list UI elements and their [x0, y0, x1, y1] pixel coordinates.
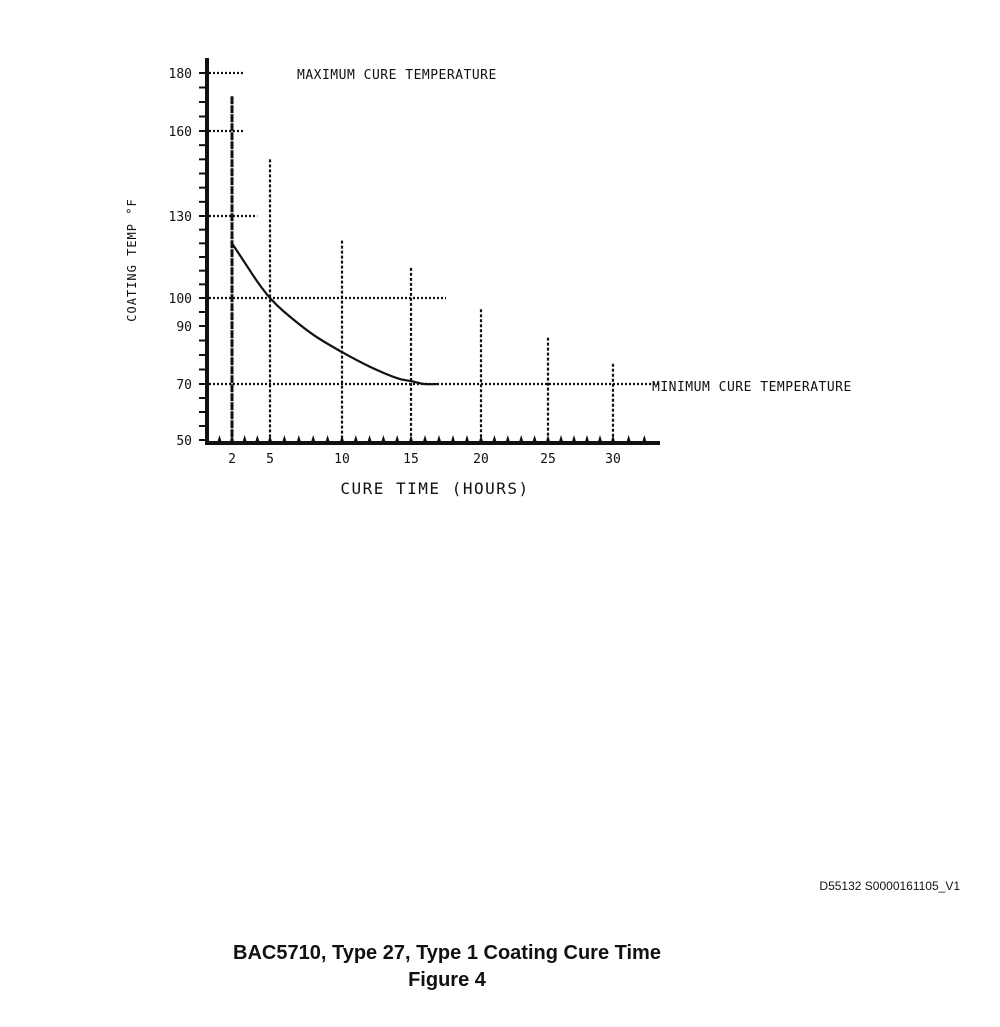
- x-minor-tick: [282, 435, 287, 443]
- x-minor-tick: [367, 435, 372, 443]
- tick-labels: [169, 67, 621, 467]
- x-minor-tick: [572, 435, 577, 443]
- x-minor-tick: [325, 435, 330, 443]
- x-tick-label: 25: [540, 452, 556, 467]
- max-cure-temperature-label: MAXIMUM CURE TEMPERATURE: [297, 68, 497, 83]
- x-minor-tick: [626, 435, 631, 443]
- figure-caption-title: BAC5710, Type 27, Type 1 Coating Cure Time: [233, 942, 661, 964]
- x-tick-label: 20: [473, 452, 489, 467]
- x-axis-title: CURE TIME (HOURS): [340, 479, 530, 498]
- y-tick-label: 70: [176, 378, 192, 393]
- x-minor-tick: [395, 435, 400, 443]
- x-minor-tick: [381, 435, 386, 443]
- x-minor-tick: [268, 435, 273, 443]
- x-minor-tick: [409, 435, 414, 443]
- x-minor-tick: [255, 435, 260, 443]
- x-tick-label: 30: [605, 452, 621, 467]
- x-tick-label: 15: [403, 452, 419, 467]
- x-minor-tick: [642, 435, 647, 443]
- x-minor-tick: [423, 435, 428, 443]
- y-axis-title: COATING TEMP °F: [125, 198, 139, 322]
- x-minor-tick: [505, 435, 510, 443]
- x-minor-tick: [296, 435, 301, 443]
- figure-id: D55132 S0000161105_V1: [819, 879, 960, 893]
- x-minor-tick: [353, 435, 358, 443]
- y-tick-label: 160: [168, 125, 192, 140]
- x-minor-tick: [311, 435, 316, 443]
- x-tick-label: 5: [266, 452, 274, 467]
- figure-number: Figure 4: [408, 969, 486, 991]
- x-minor-tick: [559, 435, 564, 443]
- x-minor-tick: [465, 435, 470, 443]
- x-minor-tick: [519, 435, 524, 443]
- x-minor-tick: [230, 435, 235, 443]
- y-tick-label: 180: [168, 67, 192, 82]
- x-minor-tick: [340, 435, 345, 443]
- x-minor-tick: [217, 435, 222, 443]
- y-tick-label: 90: [176, 320, 192, 335]
- x-minor-tick: [598, 435, 603, 443]
- y-tick-label: 130: [168, 210, 192, 225]
- x-tick-label: 10: [334, 452, 350, 467]
- y-tick-label: 50: [176, 434, 192, 449]
- x-minor-tick: [546, 435, 551, 443]
- x-minor-tick: [242, 435, 247, 443]
- x-minor-tick: [611, 435, 616, 443]
- guide-lines: [209, 73, 660, 441]
- x-minor-tick: [532, 435, 537, 443]
- x-minor-tick: [451, 435, 456, 443]
- x-minor-tick: [479, 435, 484, 443]
- x-minor-tick: [492, 435, 497, 443]
- x-minor-tick: [585, 435, 590, 443]
- y-tick-label: 100: [168, 292, 192, 307]
- minor-ticks: [199, 73, 647, 443]
- x-minor-tick: [437, 435, 442, 443]
- cure-curve-line: [232, 243, 439, 384]
- min-cure-temperature-label: MINIMUM CURE TEMPERATURE: [652, 380, 852, 395]
- x-tick-label: 2: [228, 452, 236, 467]
